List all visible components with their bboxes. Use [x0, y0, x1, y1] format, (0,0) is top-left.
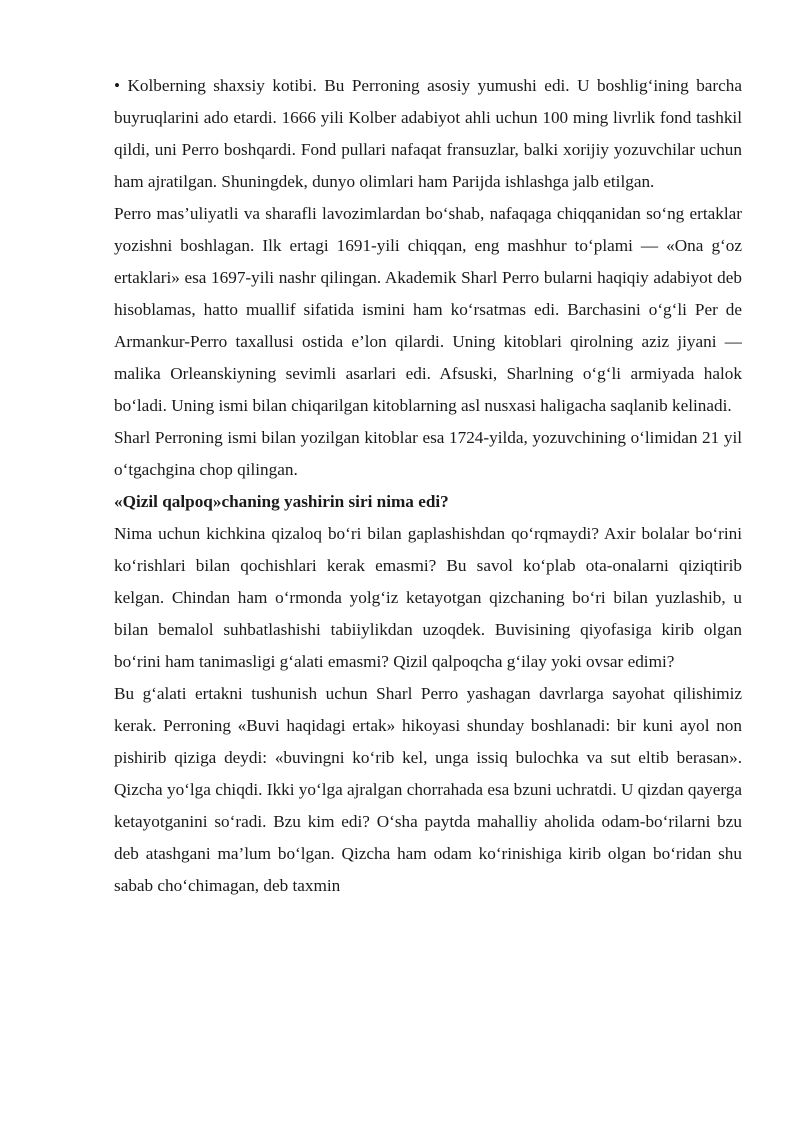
- paragraph-books-published: Sharl Perroning ismi bilan yozilgan kitoblar esa 1724-yilda, yozuvchining o‘limidan 21 yil o‘tgachgina chop qilingan.: [114, 428, 742, 479]
- section-heading: «Qizil qalpoq»chaning yashirin siri nima edi?: [114, 492, 449, 511]
- paragraph-kolber-secretary: • Kolberning shaxsiy kotibi. Bu Perroning asosiy yumushi edi. U boshlig‘ining barcha buyruqlarini ado etardi. 1666 yili Kolber adabiyot ahli uchun 100 ming livrlik fond tashkil qildi, uni Perro boshqardi. Fond pullari nafaqat fransuzlar, balki xorijiy yozuvchilar uchun ham ajratilgan. Shuningdek, dunyo olimlari ham Parijda ishlashga jalb etilgan.: [114, 76, 742, 191]
- paragraph-perrault-era: Bu g‘alati ertakni tushunish uchun Sharl Perro yashagan davrlarga sayohat qilishimiz kerak. Perroning «Buvi haqidagi ertak» hikoyasi shunday boshlanadi: bir kuni ayol non pishirib qiziga deydi: «buvingni ko‘rib kel, unga issiq bulochka va sut eltib berasan». Qizcha yo‘lga chiqdi. Ikki yo‘lga ajralgan chorrahada esa bzuni uchratdi. U qizdan qayerga ketayotganini so‘radi. Bzu kim edi? O‘sha paytda mahalliy aholida odam-bo‘rilarni bzu deb atashgani ma’lum bo‘lgan. Qizcha ham odam ko‘rinishiga kirib olgan bo‘ridan shu sabab cho‘chimagan, deb taxmin: [114, 684, 742, 895]
- paragraph-retirement-tales: Perro mas’uliyatli va sharafli lavozimlardan bo‘shab, nafaqaga chiqqanidan so‘ng ertaklar yozishni boshlagan. Ilk ertagi 1691-yili chiqqan, eng mashhur to‘plami — «Ona g‘oz ertaklari» esa 1697-yili nashr qilingan. Akademik Sharl Perro bularni haqiqiy adabiyot deb hisoblamas, hatto muallif sifatida ismini ham ko‘rsatmas edi. Barchasini o‘g‘li Per de Armankur-Perro taxallusi ostida e’lon qilardi. Uning kitoblari qirolning aziz jiyani — malika Orleanskiyning sevimli asarlari edi. Afsuski, Sharlning o‘g‘li armiyada halok bo‘ladi. Uning ismi bilan chiqarilgan kitoblarning asl nusxasi haligacha saqlanib kelinadi.: [114, 204, 742, 415]
- paragraph-little-girl-wolf: Nima uchun kichkina qizaloq bo‘ri bilan gaplashishdan qo‘rqmaydi? Axir bolalar bo‘rini ko‘rishlari bilan qochishlari kerak emasmi? Bu savol ko‘plab ota-onalarni qiziqtirib kelgan. Chindan ham o‘rmonda yolg‘iz ketayotgan qizchaning bo‘ri bilan yuzlashib, u bilan bemalol suhbatlashishi tabiiylikdan uzoqdek. Buvisining qiyofasiga kirib olgan bo‘rini ham tanimasligi g‘alati emasmi? Qizil qalpoqcha g‘ilay yoki ovsar edimi?: [114, 524, 742, 671]
